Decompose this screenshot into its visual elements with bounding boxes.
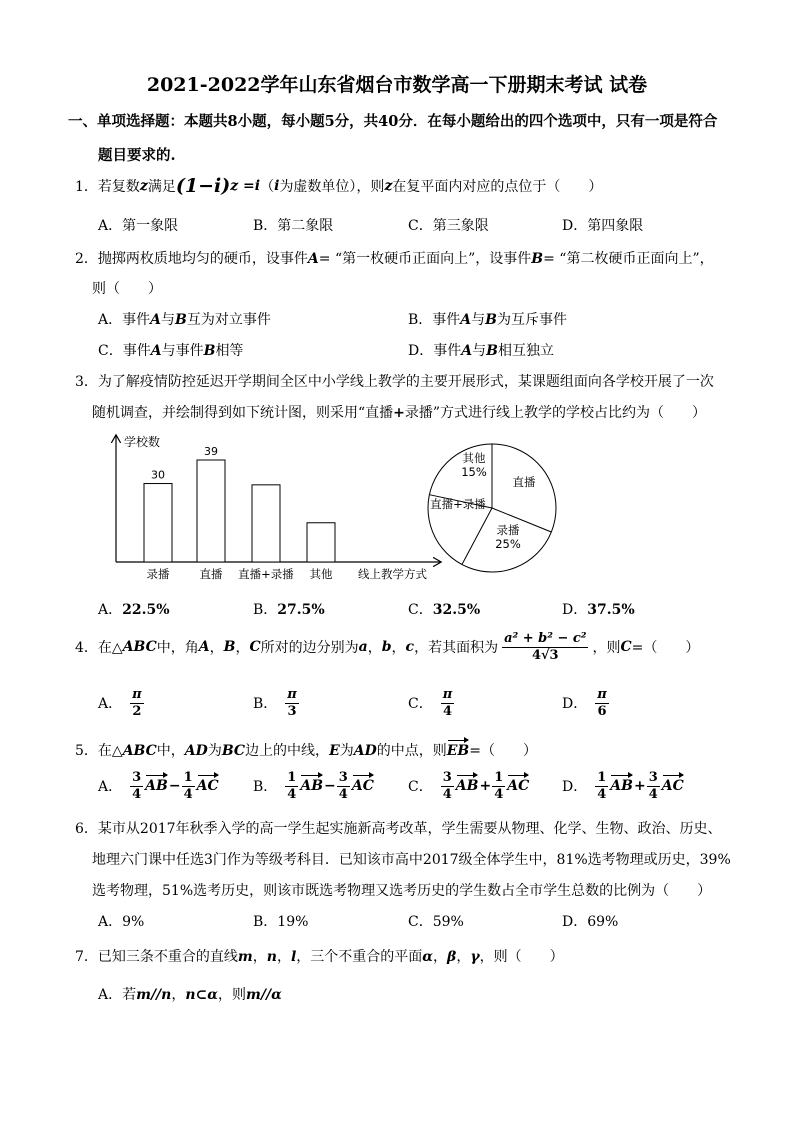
q7-var-n: n (266, 949, 277, 965)
q3-plus: + (393, 405, 405, 421)
q2-var-a: A (307, 251, 319, 267)
q4-option-b-num: π (287, 687, 297, 702)
q2-opt-a-post: 互为对立事件 (186, 312, 271, 328)
q5-option-frac2 (337, 771, 350, 801)
q1-eq: z = (230, 178, 255, 194)
q1-var-i2: i (274, 178, 280, 194)
bar-category-label-2: 直播+录播 (238, 567, 294, 581)
q7-var-m: m (237, 949, 253, 965)
q5-var-ad2: AD (353, 743, 377, 759)
q5-option-vec2: AC (351, 778, 374, 795)
q5-option-frac2 (182, 771, 195, 801)
q2-opt-a-var-a: A (150, 312, 161, 328)
q2-opt-b-pre: B．事件 (408, 312, 461, 328)
pie-slice-label-1: 录播 (496, 523, 520, 537)
q5-option-den1: 4 (597, 786, 607, 802)
q5-option-vec2: AC (661, 778, 684, 795)
q5-text-mid5: 的中点，则 (376, 743, 447, 759)
q7-var-gamma: γ (470, 949, 480, 965)
q5-option-label: A． (98, 779, 123, 796)
q5-text-pre: 5．在△ (75, 743, 123, 759)
q4-option-d[interactable] (562, 688, 609, 718)
q1-var-z2: z (384, 178, 393, 194)
q4-option-d-num: π (597, 687, 607, 702)
q5-option-den2: 4 (648, 786, 658, 802)
q1-text-mid: 满足 (147, 179, 176, 195)
q7-opt-a-result: m//α (246, 987, 282, 1003)
q7-opt-a-sep: ， (171, 987, 186, 1003)
q5-option-vec1: AB (300, 778, 324, 795)
q5-text-mid1: 中， (156, 743, 185, 759)
q1-expr: (1−i) (175, 175, 231, 197)
q3-option-c-label: C． (408, 602, 433, 618)
q1-var-i: i (254, 178, 261, 194)
q2-opt-c-mid: 与事件 (161, 343, 204, 359)
q5-text-post: =（ ） (469, 743, 537, 759)
q5-option-b[interactable] (253, 771, 374, 801)
q4-sep3: ， (367, 640, 382, 657)
q1-note: 为虚数单位），则 (279, 179, 385, 195)
q4-text-mid2: 所对的边分别为 (260, 640, 359, 657)
q6-option-c[interactable]: C．59% (408, 914, 464, 930)
q2-opt-d-var-b: B (486, 343, 498, 359)
q1-text-post: 在复平面内对应的点位于（ ） (392, 179, 603, 195)
q4-option-a-frac (130, 688, 144, 718)
q5-option-den2: 4 (183, 786, 193, 802)
q7-opt-a-cond2: n⊂α (185, 987, 219, 1003)
q5-option-label: B． (253, 779, 278, 796)
question-2-stem-line2: 则（ ） (92, 281, 162, 297)
q2-opt-a-pre: A．事件 (98, 312, 151, 328)
q7-text-post: ，则（ ） (479, 949, 564, 965)
q4-text-mid1: 中，角 (156, 640, 199, 657)
q5-option-d[interactable] (562, 771, 684, 801)
pie-slice-label-0: 直播 (512, 475, 536, 489)
q4-option-c-label: C． (408, 696, 433, 713)
q4-text-pre: 4．在△ (75, 640, 123, 657)
q5-option-label: D． (562, 779, 588, 796)
q7-var-alpha: α (422, 949, 434, 965)
bar-chart-ylabel: 学校数 (124, 435, 161, 449)
q2-opt-c-post: 相等 (215, 343, 244, 359)
bar-3 (307, 523, 335, 562)
q3-option-a[interactable] (98, 599, 170, 619)
q4-option-c-frac (441, 688, 455, 718)
q3-option-a-label: A． (98, 602, 123, 618)
q4-var-c: c (405, 639, 415, 656)
q5-option-frac1 (130, 771, 143, 801)
q3-option-b-value: 27.5% (277, 602, 325, 618)
q5-option-num1: 1 (287, 770, 297, 785)
q7-text-mid: ，三个不重合的平面 (296, 949, 423, 965)
q2-opt-d-var-a: A (461, 343, 473, 359)
q2-opt-d-post: 相互独立 (497, 343, 554, 359)
question-2-stem-line1 (75, 248, 714, 268)
q4-var-a: a (358, 639, 368, 656)
q4-option-d-frac (595, 688, 609, 718)
section-heading-line2: 题目要求的. (98, 147, 176, 164)
q5-option-num2: 3 (648, 770, 658, 785)
question-6-stem-line3: 选考物理，51%选考历史，则该市既选考物理又选考历史的学生数占全市学生总数的比例为（ ） (92, 883, 712, 899)
q1-option-d[interactable]: D．第四象限 (562, 218, 644, 234)
q5-option-den2: 4 (338, 786, 348, 802)
q3-option-c-value: 32.5% (432, 602, 481, 618)
q5-option-op: − (324, 778, 336, 795)
bar-1 (197, 460, 225, 562)
question-1-stem (75, 175, 602, 197)
q4-text-post-b: =（ ） (631, 640, 700, 657)
q5-text-mid2: 为 (207, 743, 222, 759)
q1-option-b[interactable]: B．第二象限 (253, 218, 334, 234)
q5-option-num2: 1 (183, 770, 193, 785)
q5-option-num2: 3 (338, 770, 348, 785)
q6-option-a[interactable]: A．9% (98, 914, 145, 930)
q5-option-vec1: AB (455, 778, 479, 795)
page-title: 2021-2022学年山东省烟台市数学高一下册期末考试 试卷 (146, 74, 648, 96)
q5-option-label: C． (408, 779, 433, 796)
bar-category-label-1: 直播 (199, 567, 223, 581)
question-7-stem (75, 946, 564, 966)
q2-opt-b-mid: 与 (471, 312, 486, 328)
q4-sep2: ， (235, 640, 250, 657)
bar-chart (100, 432, 445, 592)
q7-sep1: ， (252, 949, 267, 965)
q3-option-b[interactable] (253, 599, 325, 619)
q5-var-e: E (329, 743, 340, 759)
q4-option-b-label: B． (253, 696, 278, 713)
q5-option-den2: 4 (494, 786, 504, 802)
q5-option-frac2 (647, 771, 660, 801)
q5-option-op: + (479, 778, 492, 795)
bar-2 (252, 485, 280, 562)
q3-option-d-value: 37.5% (587, 602, 635, 618)
q5-triangle: ABC (122, 743, 157, 759)
q2-text-c: = “第二枚硬币正面向上”， (543, 251, 714, 267)
q5-option-num2: 1 (494, 770, 504, 785)
q5-option-frac1 (441, 771, 454, 801)
question-5-stem (75, 740, 537, 760)
question-3-stem-line1: 3．为了解疫情防控延迟开学期间全区中小学线上教学的主要开展形式，某课题组面向各学校开展了一次 (75, 374, 714, 390)
pie-slice-label-3: 其他 (462, 451, 486, 465)
q7-text-pre: 7．已知三条不重合的直线 (75, 949, 238, 965)
q7-sep3: ， (433, 949, 448, 965)
question-3-stem-line2 (92, 402, 706, 422)
question-4-stem (75, 632, 699, 662)
q5-option-op: + (633, 778, 646, 795)
q4-frac-num: a² + b² − c² (504, 631, 587, 646)
q4-option-b-den: 3 (287, 703, 297, 719)
q7-var-l: l (290, 949, 297, 965)
q4-frac-den: 4√3 (531, 647, 559, 663)
bar-category-label-3: 其他 (309, 567, 333, 581)
q3-option-b-label: B． (253, 602, 278, 618)
q2-var-b: B (531, 251, 544, 267)
q5-var-bc: BC (221, 743, 246, 759)
q3-option-d-label: D． (562, 602, 588, 618)
q3-option-c[interactable] (408, 599, 480, 619)
q4-var-c-angle: C (249, 639, 261, 656)
q4-option-b[interactable] (253, 688, 299, 718)
q4-option-a[interactable] (98, 688, 144, 718)
q5-option-den1: 4 (442, 786, 452, 802)
q1-var-z: z (139, 178, 148, 194)
q5-option-op: − (168, 778, 181, 795)
q5-var-ad: AD (184, 743, 208, 759)
q2-option-a[interactable] (98, 309, 271, 329)
q1-option-c[interactable]: C．第三象限 (408, 218, 489, 234)
q2-opt-c-var-b: B (203, 343, 216, 359)
pie-slice-value-1: 25% (495, 537, 521, 551)
q7-option-a[interactable] (98, 984, 282, 1004)
q6-option-b[interactable]: B．19% (253, 914, 309, 930)
section-heading-line1: 一、单项选择题：本题共8小题，每小题5分，共40分．在每小题给出的四个选项中，只有一项是符合 (68, 113, 718, 130)
q3-text-a: 随机调查，并绘制得到如下统计图，则采用“直播 (92, 405, 394, 421)
q2-opt-c-var-a: A (150, 343, 162, 359)
q5-text-mid3: 边上的中线， (245, 743, 330, 759)
q4-var-b-angle: B (223, 639, 236, 656)
q4-text-mid3: ，若其面积为 (414, 640, 499, 657)
q5-option-den1: 4 (287, 786, 297, 802)
q4-area-fraction (502, 632, 588, 662)
bar-chart-xlabel: 线上教学方式 (358, 567, 427, 581)
q2-opt-b-var-b: B (485, 312, 498, 328)
q7-opt-a-cond1: m//n (136, 987, 172, 1003)
q2-opt-d-pre: D．事件 (408, 343, 462, 359)
bar-0 (144, 484, 172, 562)
q4-option-a-label: A． (98, 696, 123, 713)
q2-option-d[interactable] (408, 340, 554, 360)
q5-option-num1: 3 (442, 770, 452, 785)
q5-vector-eb: EB (446, 743, 470, 759)
q4-option-a-den: 2 (132, 703, 142, 719)
q7-sep4: ， (456, 949, 471, 965)
bar-value-label-1: 39 (204, 445, 218, 458)
q4-option-c-num: π (442, 687, 453, 702)
q4-var-a-angle: A (198, 639, 210, 656)
q7-opt-a-then: ，则 (218, 987, 247, 1003)
question-6-stem-line2: 地理六门课中任选3门作为等级考科目．已知该市高中2017级全体学生中，81%选考物理或历史，39% (92, 852, 731, 868)
q5-option-vec1: AB (610, 778, 633, 795)
bar-value-label-0: 30 (151, 468, 165, 482)
q2-text-a: 2．抛掷两枚质地均匀的硬币，设事件 (75, 251, 308, 267)
q4-option-c[interactable] (408, 688, 454, 718)
q2-option-b[interactable] (408, 309, 567, 329)
q2-option-c[interactable] (98, 340, 243, 360)
q4-option-d-label: D． (562, 696, 588, 713)
q4-var-b: b (381, 639, 392, 656)
q2-text-b: = “第一枚硬币正面向上”，设事件 (318, 251, 532, 267)
q2-opt-b-post: 为互斥事件 (497, 312, 568, 328)
question-6-stem-line1: 6．某市从2017年秋季入学的高一学生起实施新高考改革，学生需要从物理、化学、生物、政治、历史、 (75, 821, 722, 837)
q5-option-num1: 1 (597, 770, 607, 785)
pie-chart (422, 438, 562, 578)
q4-text-post-a: ，则 (592, 640, 621, 657)
q4-option-a-num: π (132, 687, 142, 702)
q5-option-vec2: AC (507, 778, 530, 795)
q1-paren: （ (260, 179, 275, 195)
q7-opt-a-pre: A．若 (98, 987, 137, 1003)
q5-option-frac1 (595, 771, 608, 801)
q1-text-pre: 1．若复数 (75, 179, 140, 195)
q3-option-a-value: 22.5% (122, 602, 170, 618)
q5-option-frac2 (492, 771, 505, 801)
q4-var-c-result: C (620, 639, 632, 656)
q5-option-c[interactable] (408, 771, 529, 801)
q4-option-d-den: 6 (597, 703, 607, 719)
q2-opt-a-var-b: B (175, 312, 187, 328)
q7-var-beta: β (447, 949, 457, 965)
q4-sep4: ， (391, 640, 406, 657)
q3-option-d[interactable] (562, 599, 635, 619)
pie-slice-label-2: 直播+录播 (430, 497, 486, 511)
q5-option-frac1 (285, 771, 298, 801)
q4-option-c-den: 4 (442, 703, 452, 719)
q5-option-vec1: AB (145, 778, 168, 795)
q2-opt-d-mid: 与 (472, 343, 487, 359)
q5-option-a[interactable] (98, 771, 219, 801)
q2-opt-a-mid: 与 (161, 312, 175, 328)
q4-triangle: ABC (122, 639, 157, 656)
q3-text-b: 录播”方式进行线上教学的学校占比约为（ ） (404, 405, 707, 421)
q5-text-mid4: 为 (339, 743, 354, 759)
pie-slice-value-3: 15% (461, 465, 487, 479)
q6-option-d[interactable]: D．69% (562, 914, 619, 930)
q2-opt-c-pre: C．事件 (98, 343, 151, 359)
q1-option-a[interactable]: A．第一象限 (98, 218, 179, 234)
q5-option-vec2: AC (196, 778, 219, 795)
q7-sep2: ， (276, 949, 291, 965)
q2-opt-b-var-a: A (460, 312, 472, 328)
q4-option-b-frac (285, 688, 299, 718)
q5-option-num1: 3 (132, 770, 142, 785)
q4-sep1: ， (209, 640, 224, 657)
bar-category-label-0: 录播 (146, 567, 170, 581)
q5-option-den1: 4 (132, 786, 142, 802)
